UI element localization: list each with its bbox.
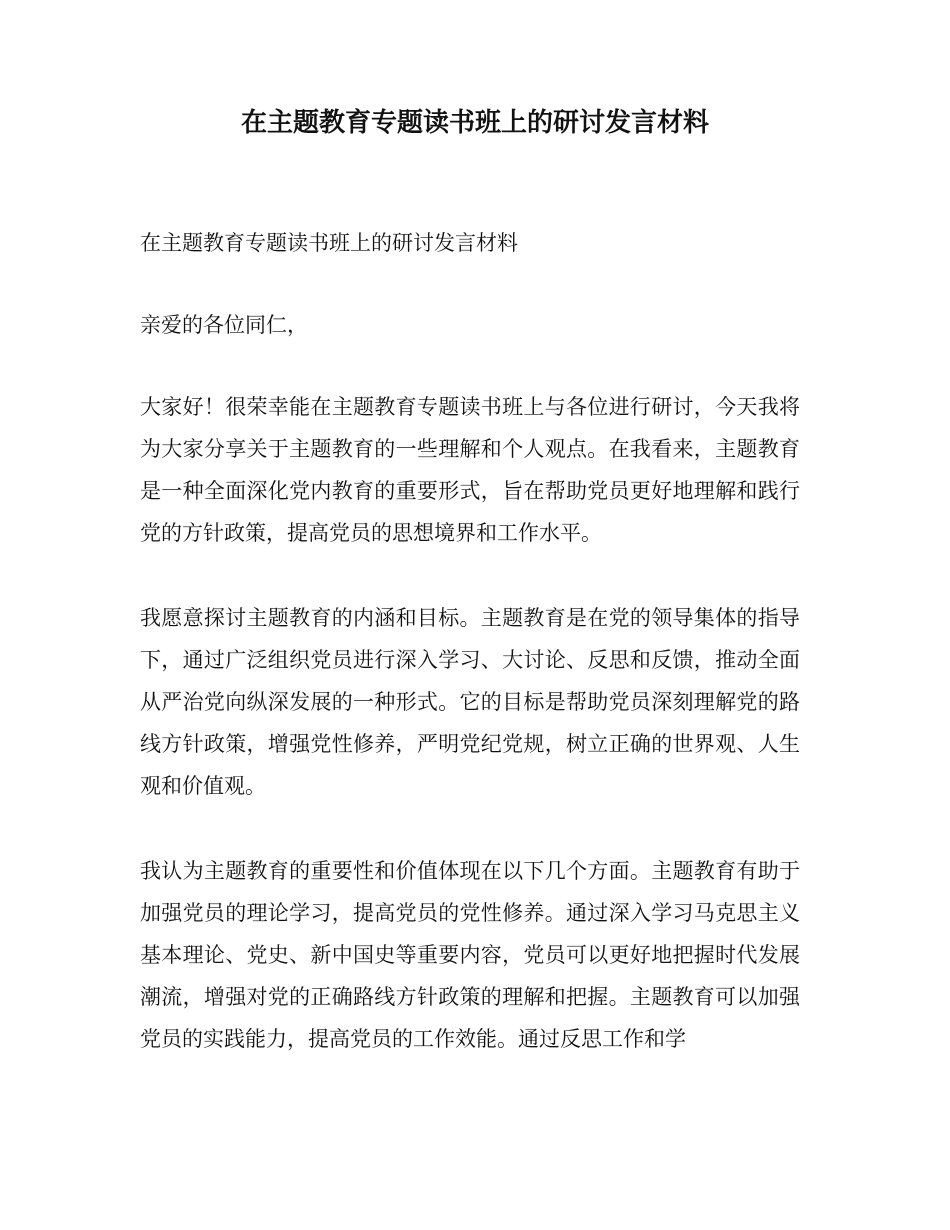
body-paragraph: 我认为主题教育的重要性和价值体现在以下几个方面。主题教育有助于加强党员的理论学习，提高党员的党性修养。通过深入学习马克思主义基本理论、党史、新中国史等重要内容，党员可以更好地把握时代发展潮流，增强对党的正确路线方针政策的理解和把握。主题教育可以加强党员的实践能力，提高党员的工作效能。通过反思工作和学 bbox=[140, 859, 800, 1051]
greeting-line: 亲爱的各位同仁， bbox=[140, 313, 308, 337]
document-title: 在主题教育专题读书班上的研讨发言材料 bbox=[240, 108, 709, 138]
document-body bbox=[140, 222, 800, 1103]
document-subtitle: 在主题教育专题读书班上的研讨发言材料 bbox=[140, 231, 518, 255]
body-paragraph: 大家好！很荣幸能在主题教育专题读书班上与各位进行研讨，今天我将为大家分享关于主题教育的一些理解和个人观点。在我看来，主题教育是一种全面深化党内教育的重要形式，旨在帮助党员更好地理解和践行党的方针政策，提高党员的思想境界和工作水平。 bbox=[140, 395, 800, 545]
body-paragraph: 我愿意探讨主题教育的内涵和目标。主题教育是在党的领导集体的指导下，通过广泛组织党员进行深入学习、大讨论、反思和反馈，推动全面从严治党向纵深发展的一种形式。它的目标是帮助党员深刻理解党的路线方针政策，增强党性修养，严明党纪党规，树立正确的世界观、人生观和价值观。 bbox=[140, 606, 800, 798]
